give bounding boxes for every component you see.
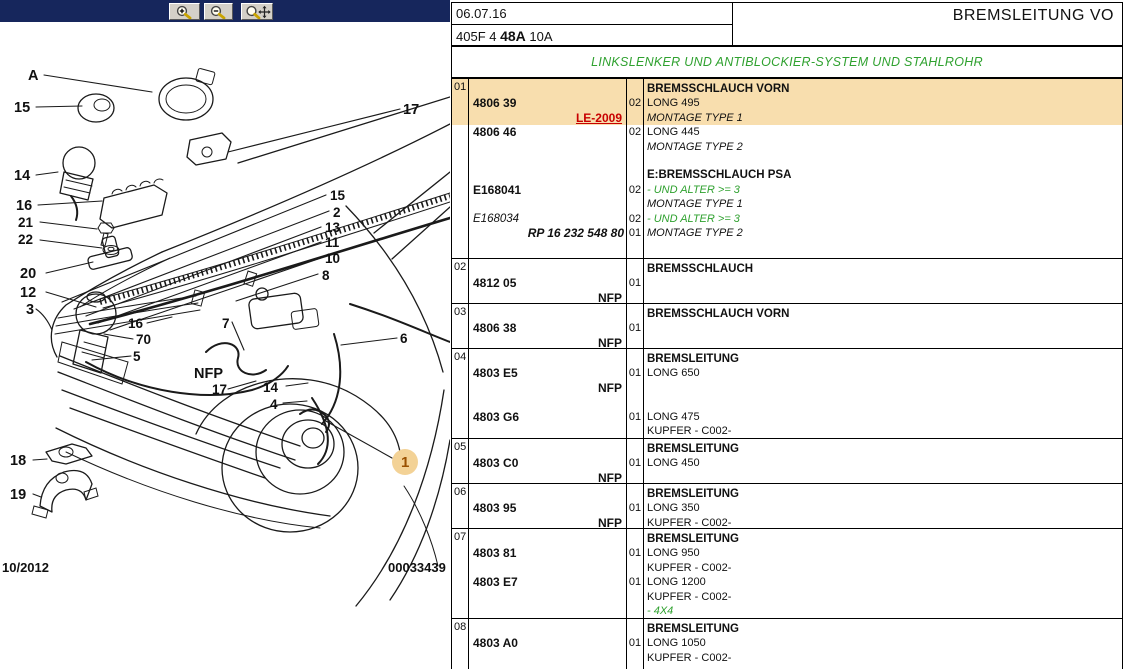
part-number[interactable]: 4803 95 (473, 501, 517, 516)
part-number[interactable]: E168041 (473, 182, 522, 197)
diagram-label-6: 6 (400, 331, 408, 346)
part-description-title: BREMSSCHLAUCH VORN (647, 308, 790, 320)
diagram-label-nfp: NFP (194, 366, 223, 382)
diagram-label-5: 5 (133, 349, 141, 364)
quantity: 01 (628, 576, 642, 589)
diagram-labels (10, 68, 419, 503)
part-number-column (469, 439, 627, 483)
quantity: 01 (628, 277, 642, 290)
zoom-pan-button[interactable] (241, 3, 273, 20)
part-attribute: KUPFER - C002- (647, 590, 732, 603)
part-number[interactable]: 4803 E7 (473, 575, 518, 590)
magnifier-minus-icon (207, 5, 231, 19)
quantity: 01 (628, 367, 642, 380)
part-number-old[interactable]: E168034 (473, 212, 520, 225)
page-title: BREMSLEITUNG VO (952, 7, 1114, 24)
part-attribute: KUPFER - C002- (647, 651, 732, 664)
quantity-column (627, 529, 644, 618)
leader-lines (33, 75, 400, 497)
reference-prefix: 405F 4 (456, 29, 497, 44)
diagram-label-4: 4 (270, 397, 278, 412)
diagram-label-3: 3 (26, 302, 35, 318)
header-date: 06.07.16 (456, 6, 507, 21)
table-row-group-04[interactable] (452, 349, 1122, 439)
header-divider (452, 24, 732, 25)
part-description-title: BREMSLEITUNG (647, 623, 739, 635)
quantity: 01 (628, 502, 642, 515)
diagram-label-18: 18 (10, 453, 27, 469)
group-index: 07 (452, 529, 469, 618)
part-number-column (469, 484, 627, 528)
part-attribute: LONG 450 (647, 457, 700, 470)
part-number[interactable]: 4803 G6 (473, 409, 520, 424)
part-attribute: KUPFER - C002- (647, 424, 732, 437)
diagram-label-22: 22 (18, 232, 34, 247)
parts-list-panel (450, 0, 1124, 669)
diagram-label-12: 12 (20, 285, 37, 301)
diagram-label-16: 16 (16, 198, 33, 214)
quantity-column (627, 619, 644, 669)
diagram-label-15: 15 (14, 100, 31, 116)
part-number[interactable]: 4806 38 (473, 321, 517, 336)
diagram-plate-number: 00033439 (388, 560, 446, 575)
part-number[interactable]: 4806 39 (473, 96, 517, 111)
group-index: 06 (452, 484, 469, 528)
diagram-label-20: 20 (20, 266, 37, 282)
header-reference-cell (452, 3, 733, 45)
part-attribute: MONTAGE TYPE 2 (647, 226, 743, 239)
part-number[interactable]: 4803 A0 (473, 636, 518, 651)
part-attribute: LONG 475 (647, 410, 700, 423)
part-number[interactable]: 4812 05 (473, 276, 517, 291)
diagram-label-16b: 16 (128, 316, 144, 331)
part-attribute: LONG 350 (647, 502, 700, 515)
magnifier-plus-icon (173, 5, 197, 19)
part-number-column (469, 529, 627, 618)
quantity: 02 (628, 212, 642, 225)
diagram-label-17b: 17 (212, 382, 228, 397)
diagram-label-2: 2 (333, 205, 341, 220)
diagram-label-10: 10 (325, 251, 341, 266)
part-number-column (469, 304, 627, 348)
quantity-column (627, 259, 644, 303)
diagram-label-8: 8 (322, 268, 330, 283)
description-column (644, 349, 1122, 438)
part-description-title: BREMSLEITUNG (647, 488, 739, 500)
quantity: 02 (628, 97, 642, 110)
nfp-flag: NFP (598, 515, 622, 530)
part-attribute: MONTAGE TYPE 1 (647, 198, 743, 211)
part-number-column (469, 349, 627, 438)
quantity: 02 (628, 126, 642, 139)
magnifier-move-icon (244, 5, 271, 19)
table-row-group-05[interactable] (452, 439, 1122, 484)
diagram-label-7: 7 (222, 316, 230, 331)
group-index: 01 (452, 79, 469, 258)
part-description-title: BREMSLEITUNG (647, 353, 739, 365)
part-number[interactable]: 4803 81 (473, 546, 517, 561)
header-box (451, 2, 1123, 46)
part-attribute: LONG 1050 (647, 637, 706, 650)
table-row-group-02[interactable] (452, 259, 1122, 304)
diagram-label-A: A (28, 68, 39, 84)
part-description-title: BREMSSCHLAUCH VORN (647, 83, 790, 95)
nfp-flag: NFP (598, 335, 622, 350)
description-column (644, 619, 1122, 669)
quantity-column (627, 439, 644, 483)
table-row-group-06[interactable] (452, 484, 1122, 529)
table-row-group-07[interactable] (452, 529, 1122, 619)
nfp-flag: NFP (598, 470, 622, 485)
diagram-label-14b: 14 (263, 380, 279, 395)
description-column (644, 439, 1122, 483)
group-index: 08 (452, 619, 469, 669)
diagram-label-19: 19 (10, 487, 27, 503)
brake-line-diagram-svg (0, 22, 450, 669)
part-attribute: MONTAGE TYPE 1 (647, 111, 743, 124)
part-number-column (469, 619, 627, 669)
part-attribute: LONG 495 (647, 97, 700, 110)
group-index: 03 (452, 304, 469, 348)
variant-subtitle: LINKSLENKER UND ANTIBLOCKIER-SYSTEM UND STAHLROHR (451, 46, 1123, 78)
part-description-title: E:BREMSSCHLAUCH PSA (647, 169, 792, 182)
diagram-label-11: 11 (325, 235, 340, 250)
part-attribute: KUPFER - C002- (647, 516, 732, 529)
quantity-column (627, 79, 644, 258)
part-number[interactable]: 4803 C0 (473, 456, 519, 471)
diagram-label-13: 13 (325, 220, 341, 235)
part-attribute: KUPFER - C002- (647, 561, 732, 574)
quantity: 01 (628, 637, 642, 650)
description-column (644, 259, 1122, 303)
part-attribute: LONG 650 (647, 367, 700, 380)
zoom-out-button[interactable] (204, 3, 233, 20)
quantity: 01 (628, 547, 642, 560)
quantity-column (627, 304, 644, 348)
part-condition: - UND ALTER >= 3 (647, 212, 740, 225)
zoom-in-button[interactable] (169, 3, 200, 20)
replacement-part-number[interactable]: RP 16 232 548 80 (527, 225, 624, 240)
supersession-link[interactable]: LE-2009 (575, 110, 622, 125)
group-index: 05 (452, 439, 469, 483)
part-condition: - UND ALTER >= 3 (647, 183, 740, 196)
diagram-date-stamp: 10/2012 (2, 560, 49, 575)
quantity: 01 (628, 322, 642, 335)
diagram-label-17: 17 (403, 102, 420, 118)
diagram-label-70: 70 (136, 332, 152, 347)
part-number-column (469, 259, 627, 303)
quantity: 01 (628, 457, 642, 470)
part-description-title: BREMSSCHLAUCH (647, 263, 754, 275)
diagram-toolbar (0, 0, 450, 22)
part-attribute: LONG 445 (647, 126, 700, 139)
callout-1-hotspot[interactable] (392, 449, 418, 475)
group-index: 02 (452, 259, 469, 303)
part-condition: - 4X4 (647, 604, 674, 617)
part-attribute: MONTAGE TYPE 2 (647, 140, 743, 153)
part-attribute: LONG 1200 (647, 576, 706, 589)
part-number[interactable]: 4806 46 (473, 125, 517, 140)
quantity: 01 (628, 226, 642, 239)
nfp-flag: NFP (598, 290, 622, 305)
part-description-title: BREMSLEITUNG (647, 443, 739, 455)
diagram-label-15b: 15 (330, 188, 346, 203)
table-row-group-03[interactable] (452, 304, 1122, 349)
description-column (644, 484, 1122, 528)
diagram-label-14: 14 (14, 168, 31, 184)
part-number-column (469, 79, 627, 258)
part-description-title: BREMSLEITUNG (647, 533, 739, 545)
table-row-group-01[interactable] (452, 79, 1122, 259)
reference-suffix: 10A (529, 29, 553, 44)
reference-code: 48A (500, 28, 526, 44)
parts-table (451, 78, 1123, 669)
quantity: 01 (628, 410, 642, 423)
description-column (644, 79, 1122, 258)
part-number[interactable]: 4803 E5 (473, 366, 518, 381)
table-row-group-08[interactable] (452, 619, 1122, 669)
header-reference (456, 28, 553, 44)
diagram-panel (0, 0, 450, 669)
nfp-flag: NFP (598, 380, 622, 395)
quantity-column (627, 349, 644, 438)
car-body-outline (51, 97, 450, 606)
exploded-view-diagram (0, 22, 450, 669)
part-attribute: LONG 950 (647, 547, 700, 560)
quantity: 02 (628, 183, 642, 196)
description-column (644, 529, 1122, 618)
diagram-label-21: 21 (18, 215, 34, 230)
quantity-column (627, 484, 644, 528)
description-column (644, 304, 1122, 348)
callout-1-number: 1 (401, 454, 410, 471)
group-index: 04 (452, 349, 469, 438)
